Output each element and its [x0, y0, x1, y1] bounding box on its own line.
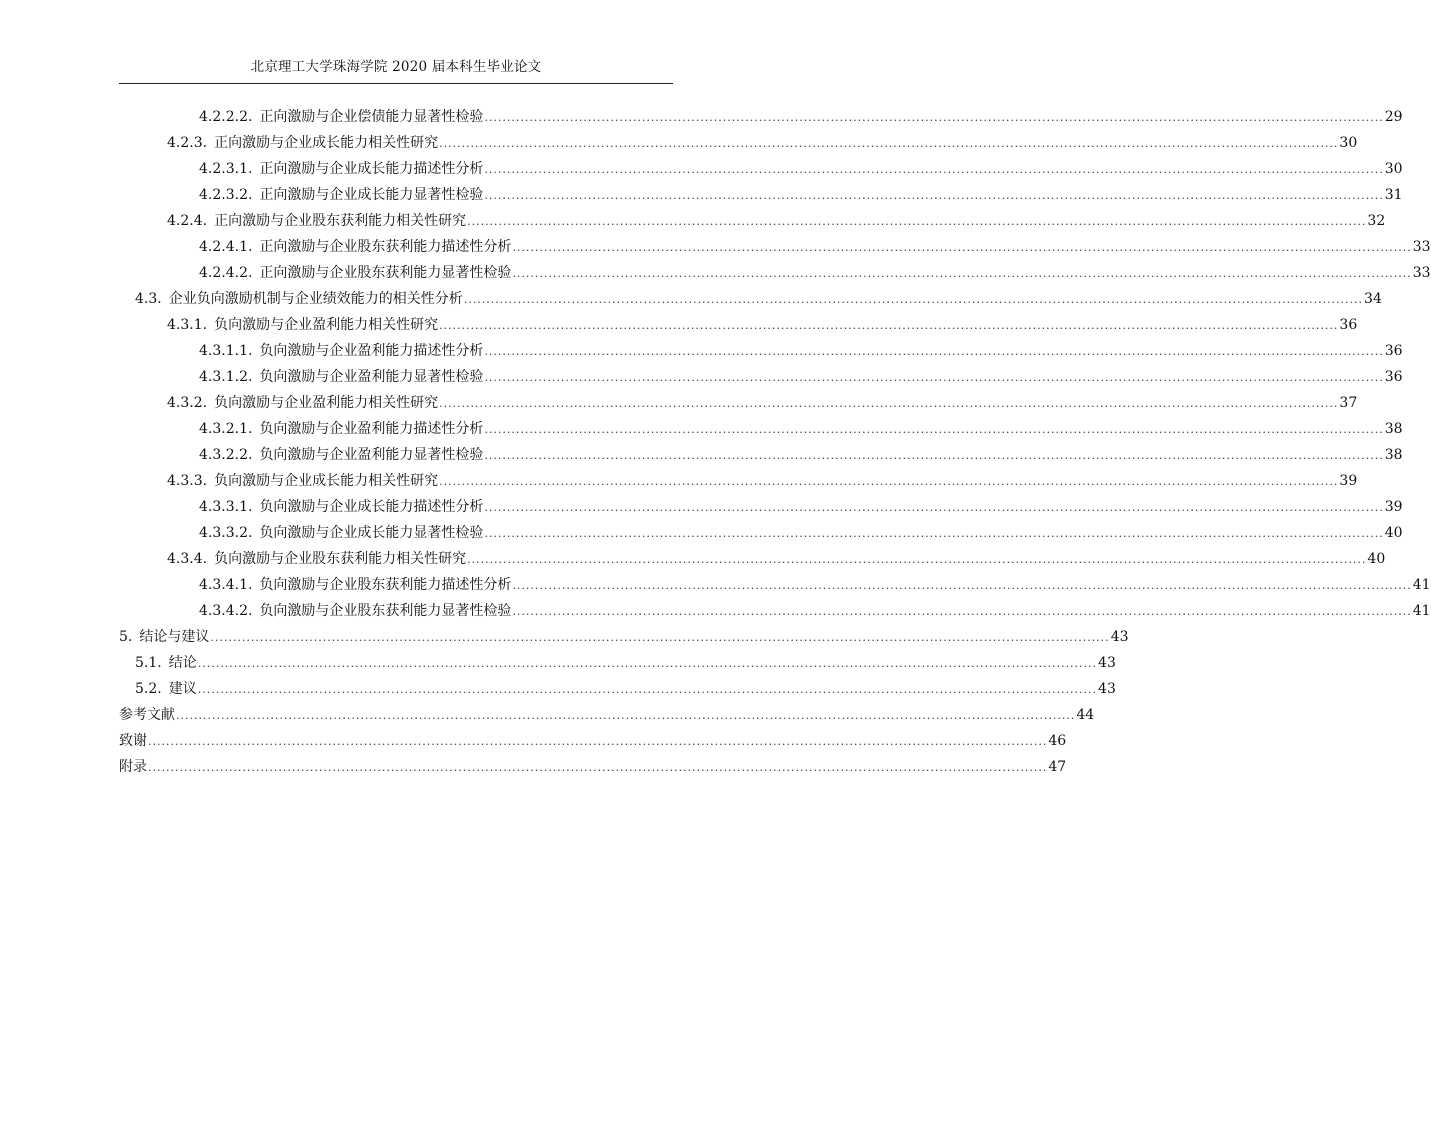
- toc-entry[interactable]: [167, 468, 1358, 494]
- toc-entry-number: 4.3.2.: [167, 395, 208, 411]
- toc-entry-title: 结论: [168, 655, 197, 671]
- toc-dot-leader: ........................................................................................................................................................................................................: [484, 345, 1384, 358]
- toc-entry[interactable]: [119, 728, 1067, 754]
- toc-entry-title: 负向激励与企业成长能力显著性检验: [259, 525, 484, 541]
- toc-entry[interactable]: [199, 598, 1431, 624]
- toc-dot-leader: ........................................................................................................................................................................................................: [484, 189, 1384, 202]
- toc-entry-title: 负向激励与企业盈利能力显著性检验: [259, 447, 484, 463]
- toc-entry-page: 36: [1339, 317, 1358, 333]
- toc-entry-title: 正向激励与企业股东获利能力描述性分析: [259, 239, 512, 255]
- toc-entry-title: 正向激励与企业股东获利能力相关性研究: [214, 213, 467, 229]
- toc-entry-number: 4.3.4.1.: [199, 577, 253, 593]
- toc-entry[interactable]: [167, 130, 1358, 156]
- toc-entry-title: 负向激励与企业盈利能力相关性研究: [214, 395, 439, 411]
- toc-entry-page: 34: [1364, 291, 1382, 307]
- toc-entry-title: 正向激励与企业成长能力描述性分析: [259, 161, 484, 177]
- toc-entry-page: 47: [1048, 759, 1067, 775]
- toc-entry-page: 38: [1384, 421, 1403, 437]
- toc-dot-leader: ........................................................................................................................................................................................................: [484, 527, 1384, 540]
- toc-dot-leader: ........................................................................................................................................................................................................: [467, 215, 1367, 228]
- toc-dot-leader: ........................................................................................................................................................................................................: [148, 761, 1048, 774]
- toc-dot-leader: ........................................................................................................................................................................................................: [210, 631, 1110, 644]
- toc-entry-number: 4.3.1.1.: [199, 343, 253, 359]
- toc-dot-leader: ........................................................................................................................................................................................................: [467, 553, 1367, 566]
- toc-entry[interactable]: [199, 182, 1403, 208]
- toc-entry[interactable]: [199, 260, 1431, 286]
- toc-entry-page: 38: [1384, 447, 1403, 463]
- toc-entry-title: 负向激励与企业股东获利能力描述性分析: [259, 577, 512, 593]
- toc-entry-number: 4.2.4.: [167, 213, 208, 229]
- toc-entry[interactable]: [135, 650, 1116, 676]
- header-title: 北京理工大学珠海学院 2020 届本科生毕业论文: [250, 59, 542, 75]
- toc-entry-title: 负向激励与企业盈利能力显著性检验: [259, 369, 484, 385]
- toc-dot-leader: ........................................................................................................................................................................................................: [484, 423, 1384, 436]
- toc-dot-leader: ........................................................................................................................................................................................................: [148, 735, 1048, 748]
- toc-entry-title: 正向激励与企业成长能力显著性检验: [259, 187, 484, 203]
- toc-entry-title: 结论与建议: [139, 629, 210, 645]
- toc-entry-number: 4.2.2.2.: [199, 109, 253, 125]
- toc-entry-title: 正向激励与企业偿债能力显著性检验: [259, 109, 484, 125]
- toc-entry[interactable]: [199, 494, 1403, 520]
- toc-dot-leader: ........................................................................................................................................................................................................: [512, 605, 1412, 618]
- toc-entry-page: 30: [1339, 135, 1358, 151]
- toc-entry-page: 43: [1098, 681, 1116, 697]
- toc-entry-number: 4.2.4.2.: [199, 265, 253, 281]
- toc-entry[interactable]: [119, 702, 1095, 728]
- toc-entry-page: 29: [1384, 109, 1403, 125]
- toc-entry[interactable]: [199, 338, 1403, 364]
- toc-entry-page: 44: [1076, 707, 1095, 723]
- toc-dot-leader: ........................................................................................................................................................................................................: [439, 475, 1339, 488]
- toc-entry-page: 33: [1412, 239, 1431, 255]
- toc-entry-page: 46: [1048, 733, 1067, 749]
- toc-entry[interactable]: [167, 390, 1358, 416]
- toc-entry-number: 4.3.3.: [167, 473, 208, 489]
- toc-entry-page: 40: [1384, 525, 1403, 541]
- toc-dot-leader: ........................................................................................................................................................................................................: [439, 397, 1339, 410]
- toc-entry-page: 41: [1412, 603, 1431, 619]
- toc-entry-number: 4.2.4.1.: [199, 239, 253, 255]
- toc-entry[interactable]: [199, 572, 1431, 598]
- toc-dot-leader: ........................................................................................................................................................................................................: [463, 293, 1364, 306]
- toc-dot-leader: ........................................................................................................................................................................................................: [484, 501, 1384, 514]
- toc-dot-leader: ........................................................................................................................................................................................................: [439, 137, 1339, 150]
- toc-entry-number: 5.2.: [135, 681, 162, 697]
- toc-entry[interactable]: [199, 156, 1403, 182]
- toc-dot-leader: ........................................................................................................................................................................................................: [484, 163, 1384, 176]
- toc-entry-title: 负向激励与企业股东获利能力相关性研究: [214, 551, 467, 567]
- toc-entry[interactable]: [199, 234, 1431, 260]
- toc-entry[interactable]: [167, 546, 1386, 572]
- toc-entry-number: 5.1.: [135, 655, 162, 671]
- toc-entry-number: 4.3.1.: [167, 317, 208, 333]
- toc-entry-title: 负向激励与企业盈利能力描述性分析: [259, 343, 484, 359]
- toc-dot-leader: ........................................................................................................................................................................................................: [512, 579, 1412, 592]
- toc-entry[interactable]: [135, 286, 1382, 312]
- toc-dot-leader: ........................................................................................................................................................................................................: [176, 709, 1076, 722]
- toc-entry-title: 负向激励与企业股东获利能力显著性检验: [259, 603, 512, 619]
- toc-entry-title: 正向激励与企业股东获利能力显著性检验: [259, 265, 512, 281]
- toc-entry-title: 正向激励与企业成长能力相关性研究: [214, 135, 439, 151]
- toc-entry-title: 参考文献: [119, 707, 175, 723]
- toc-entry-title: 负向激励与企业盈利能力相关性研究: [214, 317, 439, 333]
- toc-entry-number: 4.3.: [135, 291, 162, 307]
- toc-entry-number: 4.3.1.2.: [199, 369, 253, 385]
- toc-entry[interactable]: [199, 416, 1403, 442]
- toc-dot-leader: ........................................................................................................................................................................................................: [484, 111, 1384, 124]
- toc-entry-number: 4.3.4.2.: [199, 603, 253, 619]
- toc-entry-title: 企业负向激励机制与企业绩效能力的相关性分析: [168, 291, 463, 307]
- toc-entry-title: 建议: [168, 681, 197, 697]
- toc-entry-page: 37: [1339, 395, 1358, 411]
- toc-entry-number: 4.2.3.2.: [199, 187, 253, 203]
- toc-entry-title: 附录: [119, 759, 147, 775]
- toc-entry[interactable]: [135, 676, 1116, 702]
- toc-entry-number: 4.2.3.1.: [199, 161, 253, 177]
- toc-entry-page: 43: [1110, 629, 1129, 645]
- toc-entry-page: 36: [1384, 369, 1403, 385]
- toc-entry-number: 4.3.3.1.: [199, 499, 253, 515]
- toc-entry-page: 43: [1098, 655, 1116, 671]
- toc-entry-title: 致谢: [119, 733, 147, 749]
- toc-entry[interactable]: [119, 624, 1129, 650]
- toc-entry-number: 5.: [119, 629, 133, 645]
- toc-entry-page: 31: [1384, 187, 1403, 203]
- toc-dot-leader: ........................................................................................................................................................................................................: [484, 449, 1384, 462]
- toc-entry-page: 40: [1367, 551, 1386, 567]
- toc-entry[interactable]: [199, 520, 1403, 546]
- toc-entry[interactable]: [199, 442, 1403, 468]
- toc-entry-page: 41: [1412, 577, 1431, 593]
- toc-entry[interactable]: [167, 208, 1386, 234]
- toc-entry[interactable]: [119, 754, 1067, 780]
- toc-entry-number: 4.3.2.2.: [199, 447, 253, 463]
- toc-entry-title: 负向激励与企业盈利能力描述性分析: [259, 421, 484, 437]
- toc-entry-title: 负向激励与企业成长能力相关性研究: [214, 473, 439, 489]
- toc-dot-leader: ........................................................................................................................................................................................................: [197, 683, 1098, 696]
- toc-dot-leader: ........................................................................................................................................................................................................: [439, 319, 1339, 332]
- toc-entry-title: 负向激励与企业成长能力描述性分析: [259, 499, 484, 515]
- toc-dot-leader: ........................................................................................................................................................................................................: [197, 657, 1098, 670]
- toc-entry-page: 39: [1384, 499, 1403, 515]
- toc-entry[interactable]: [199, 364, 1403, 390]
- toc-entry-page: 39: [1339, 473, 1358, 489]
- toc-entry[interactable]: [199, 104, 1403, 130]
- toc-entry-number: 4.3.3.2.: [199, 525, 253, 541]
- toc-entry-number: 4.3.2.1.: [199, 421, 253, 437]
- toc-dot-leader: ........................................................................................................................................................................................................: [484, 371, 1384, 384]
- toc-entry-page: 30: [1384, 161, 1403, 177]
- toc-dot-leader: ........................................................................................................................................................................................................: [512, 267, 1412, 280]
- toc-entry-number: 4.2.3.: [167, 135, 208, 151]
- toc-entry-page: 32: [1367, 213, 1386, 229]
- toc-entry-number: 4.3.4.: [167, 551, 208, 567]
- toc-dot-leader: ........................................................................................................................................................................................................: [512, 241, 1412, 254]
- page-header: [119, 57, 673, 84]
- toc-entry-page: 36: [1384, 343, 1403, 359]
- toc-entry[interactable]: [167, 312, 1358, 338]
- toc-entry-page: 33: [1412, 265, 1431, 281]
